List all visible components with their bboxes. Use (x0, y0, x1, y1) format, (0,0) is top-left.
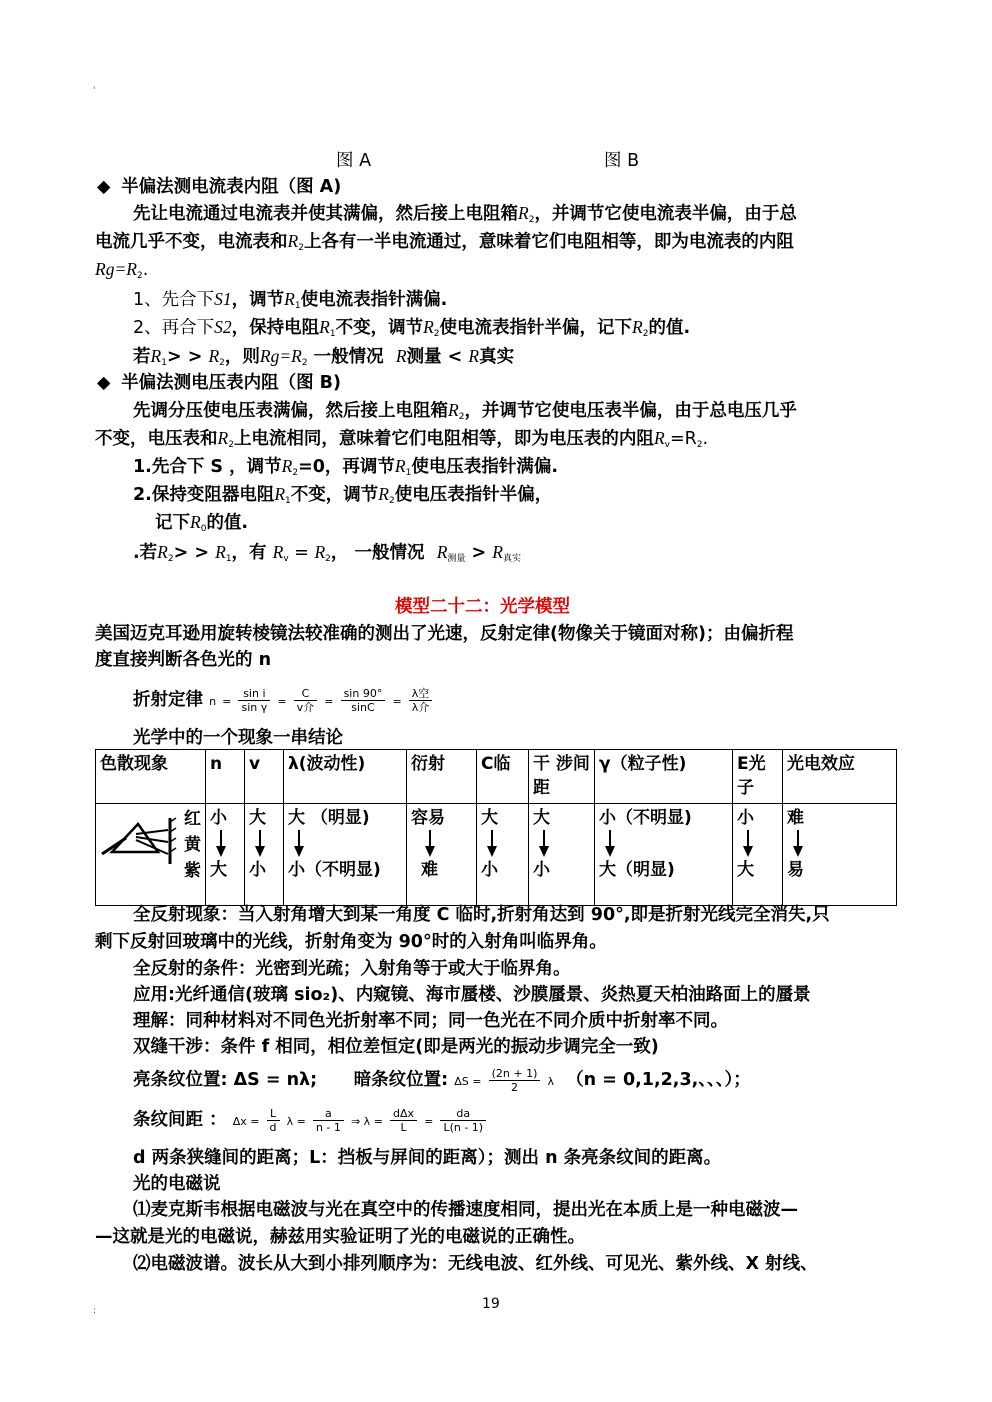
step-line: 2.保持变阻器电阻$R_1$不变，调节$R_2$使电压表指针半偏， (133, 484, 553, 506)
diamond-bullet-icon: ◆ (97, 177, 111, 197)
table-header-row (96, 750, 897, 804)
paragraph-line: d 两条狭缝间的距离；L：挡板与屏间的距离）；测出 n 条亮条纹间的距离。 (133, 1148, 722, 1168)
table-header: λ(波动性) (284, 750, 407, 804)
paragraph-line: 全反射现象：当入射角增大到某一角度 C 临时,折射角达到 90°,即是折射光线完全消失,只 (133, 905, 830, 925)
table-header: 光电效应 (783, 750, 897, 804)
down-arrow-icon (425, 830, 435, 858)
step-line: 1、先合下S1，调节$R_1$使电流表指针满偏. (133, 289, 448, 311)
paragraph-line: 双缝干涉：条件 f 相同，相位差恒定(即是两光的振动步调完全一致) (133, 1037, 659, 1057)
down-arrow-icon (743, 830, 753, 858)
paragraph-line: ⑵电磁波谱。波长从大到小排列顺序为：无线电波、红外线、可见光、紫外线、X 射线、 (133, 1254, 818, 1274)
step-line: 2、再合下S2，保持电阻$R_1$不变，调节$R_2$使电流表指针半偏，记下$R_2$的值. (133, 317, 691, 339)
fraction: $\frac{(2n + 1)}{2}$ (489, 1067, 541, 1094)
step-line: 记下$R_0$的值. (155, 512, 249, 534)
fraction: $\frac{C}{\text{v介}}$ (294, 687, 318, 714)
paragraph-line: 美国迈克耳逊用旋转棱镜法较准确的测出了光速，反射定律(物像关于镜面对称)；由偏折程 (95, 624, 794, 644)
paragraph-line: 度直接判断各色光的 n (95, 650, 272, 670)
fraction: $\frac{L}{d}$ (267, 1107, 280, 1134)
fraction: $\frac{\text{dΔx}}{L}$ (390, 1107, 417, 1134)
model-title: 模型二十二：光学模型 (395, 597, 570, 617)
fringe-position-line: 亮条纹位置: ΔS = nλ; 暗条纹位置: ΔS = $\frac{(2n + 1)}{2}$ λ （n = 0,1,2,3,、、、）； (133, 1066, 751, 1094)
down-arrow-icon (605, 830, 615, 858)
optics-table (95, 749, 897, 906)
fraction: $\frac{a}{n - 1}$ (313, 1107, 344, 1134)
fraction: $\frac{\text{λ空}}{\text{λ介}}$ (409, 687, 433, 714)
fraction: $\frac{\text{sin i}}{\text{sin γ}}$ (238, 687, 270, 714)
table-cell: 小（不明显) 大（明显) (595, 804, 733, 906)
fraction: $\frac{\sin 90^\circ}{\sin C}$ (341, 687, 386, 714)
down-arrow-icon (793, 830, 803, 858)
paragraph-line: 应用:光纤通信(玻璃 sio₂)、内窥镜、海市蜃楼、沙膜蜃景、炎热夏天柏油路面上的蜃景 (133, 985, 811, 1005)
table-cell: 小 大 (733, 804, 783, 906)
paragraph-line: 剩下反射回玻璃中的光线，折射角变为 90°时的入射角叫临界角。 (95, 932, 607, 952)
table-header: E光子 (733, 750, 783, 804)
paragraph-line: 电流几乎不变，电流表和$R_2$上各有一半电流通过，意味着它们电阻相等，即为电流表的内阻 (95, 231, 794, 253)
table-title: 光学中的一个现象一串结论 (133, 728, 343, 748)
table-cell: 大 小 (529, 804, 595, 906)
subheading: 光的电磁说 (133, 1174, 221, 1194)
refraction-law: 折射定律 n = $\frac{\text{sin i}}{\text{sin γ}}$ = $\frac{C}{\text{v介}}$ = $\frac{\sin 90^\circ}{\sin C}$ = $\frac{\text{λ空}}{\text{λ介}}$ (133, 680, 433, 722)
section-heading-ammeter: ◆ 半偏法测电流表内阻（图 A) (97, 174, 341, 200)
paragraph-line: 全反射的条件：光密到光疏；入射角等于或大于临界角。 (133, 959, 571, 979)
step-line: 1.先合下 S ，调节$R_2=0$，再调节$R_1$使电压表指针满偏. (133, 456, 558, 478)
section-heading-voltmeter: ◆ 半偏法测电压表内阻（图 B) (97, 370, 341, 396)
down-arrow-icon (294, 830, 304, 858)
table-header: C临 (477, 750, 529, 804)
diamond-bullet-icon: ◆ (97, 373, 111, 393)
table-cell: 小 大 (206, 804, 245, 906)
table-row (96, 804, 897, 906)
down-arrow-icon (255, 830, 265, 858)
prism-cell (96, 804, 206, 906)
figure-a-label: 图 A (336, 151, 372, 171)
paragraph-line: 理解：同种材料对不同色光折射率不同；同一色光在不同介质中折射率不同。 (133, 1011, 728, 1031)
page-mark-bottom: : (93, 1306, 97, 1316)
fringe-spacing-line: 条纹间距 ： Δx = $\frac{L}{d}$ λ = $\frac{a}{n - 1}$ ⇒ λ = $\frac{\text{dΔx}}{L}$ = $\frac{da}{L(n - 1)}$ (133, 1100, 487, 1142)
conclusion-line: 若$R_1> > R_2$，则$Rg=R_2$ 一般情况 R测量 < R真实 (133, 346, 515, 368)
down-arrow-icon (216, 830, 226, 858)
table-cell: 容易 难 (407, 804, 477, 906)
page-number: 19 (482, 1296, 500, 1312)
paragraph-line: 不变，电压表和$R_2$上电流相同，意味着它们电阻相等，即为电压表的内阻$R_v=R_2$. (95, 428, 709, 450)
figure-b-label: 图 B (604, 151, 640, 171)
table-header: γ（粒子性) (595, 750, 733, 804)
table-header: n (206, 750, 245, 804)
fraction: $\frac{da}{L(n - 1)}$ (440, 1107, 486, 1134)
paragraph-line: $Rg=R_2$. (95, 259, 149, 281)
conclusion-line: .若$R_2> > R_1$，有 $R_v = R_2$， 一般情况 $R_{测量} > R_{真实}$ (133, 542, 521, 564)
table-cell: 大 （明显) 小（不明显) (284, 804, 407, 906)
table-header: 干 涉间距 (529, 750, 595, 804)
table-header: 色散现象 (96, 750, 206, 804)
down-arrow-icon (539, 830, 549, 858)
paragraph-line: 先让电流通过电流表并使其满偏，然后接上电阻箱$R_2$，并调节它使电流表半偏，由于总 (133, 203, 797, 225)
paragraph-line: —这就是光的电磁说，赫兹用实验证明了光的电磁说的正确性。 (95, 1227, 585, 1247)
table-cell: 大 小 (245, 804, 284, 906)
page-mark-top: ' (93, 86, 96, 96)
paragraph-line: ⑴麦克斯韦根据电磁波与光在真空中的传播速度相同，提出光在本质上是一种电磁波— (133, 1200, 798, 1220)
table-cell: 大 小 (477, 804, 529, 906)
table-cell: 难 易 (783, 804, 897, 906)
paragraph-line: 先调分压使电压表满偏，然后接上电阻箱$R_2$，并调节它使电压表半偏，由于总电压几乎 (133, 400, 797, 422)
color-labels: 红 黄 紫 (184, 809, 201, 881)
table-header: v (245, 750, 284, 804)
down-arrow-icon (487, 830, 497, 858)
table-header: 衍射 (407, 750, 477, 804)
